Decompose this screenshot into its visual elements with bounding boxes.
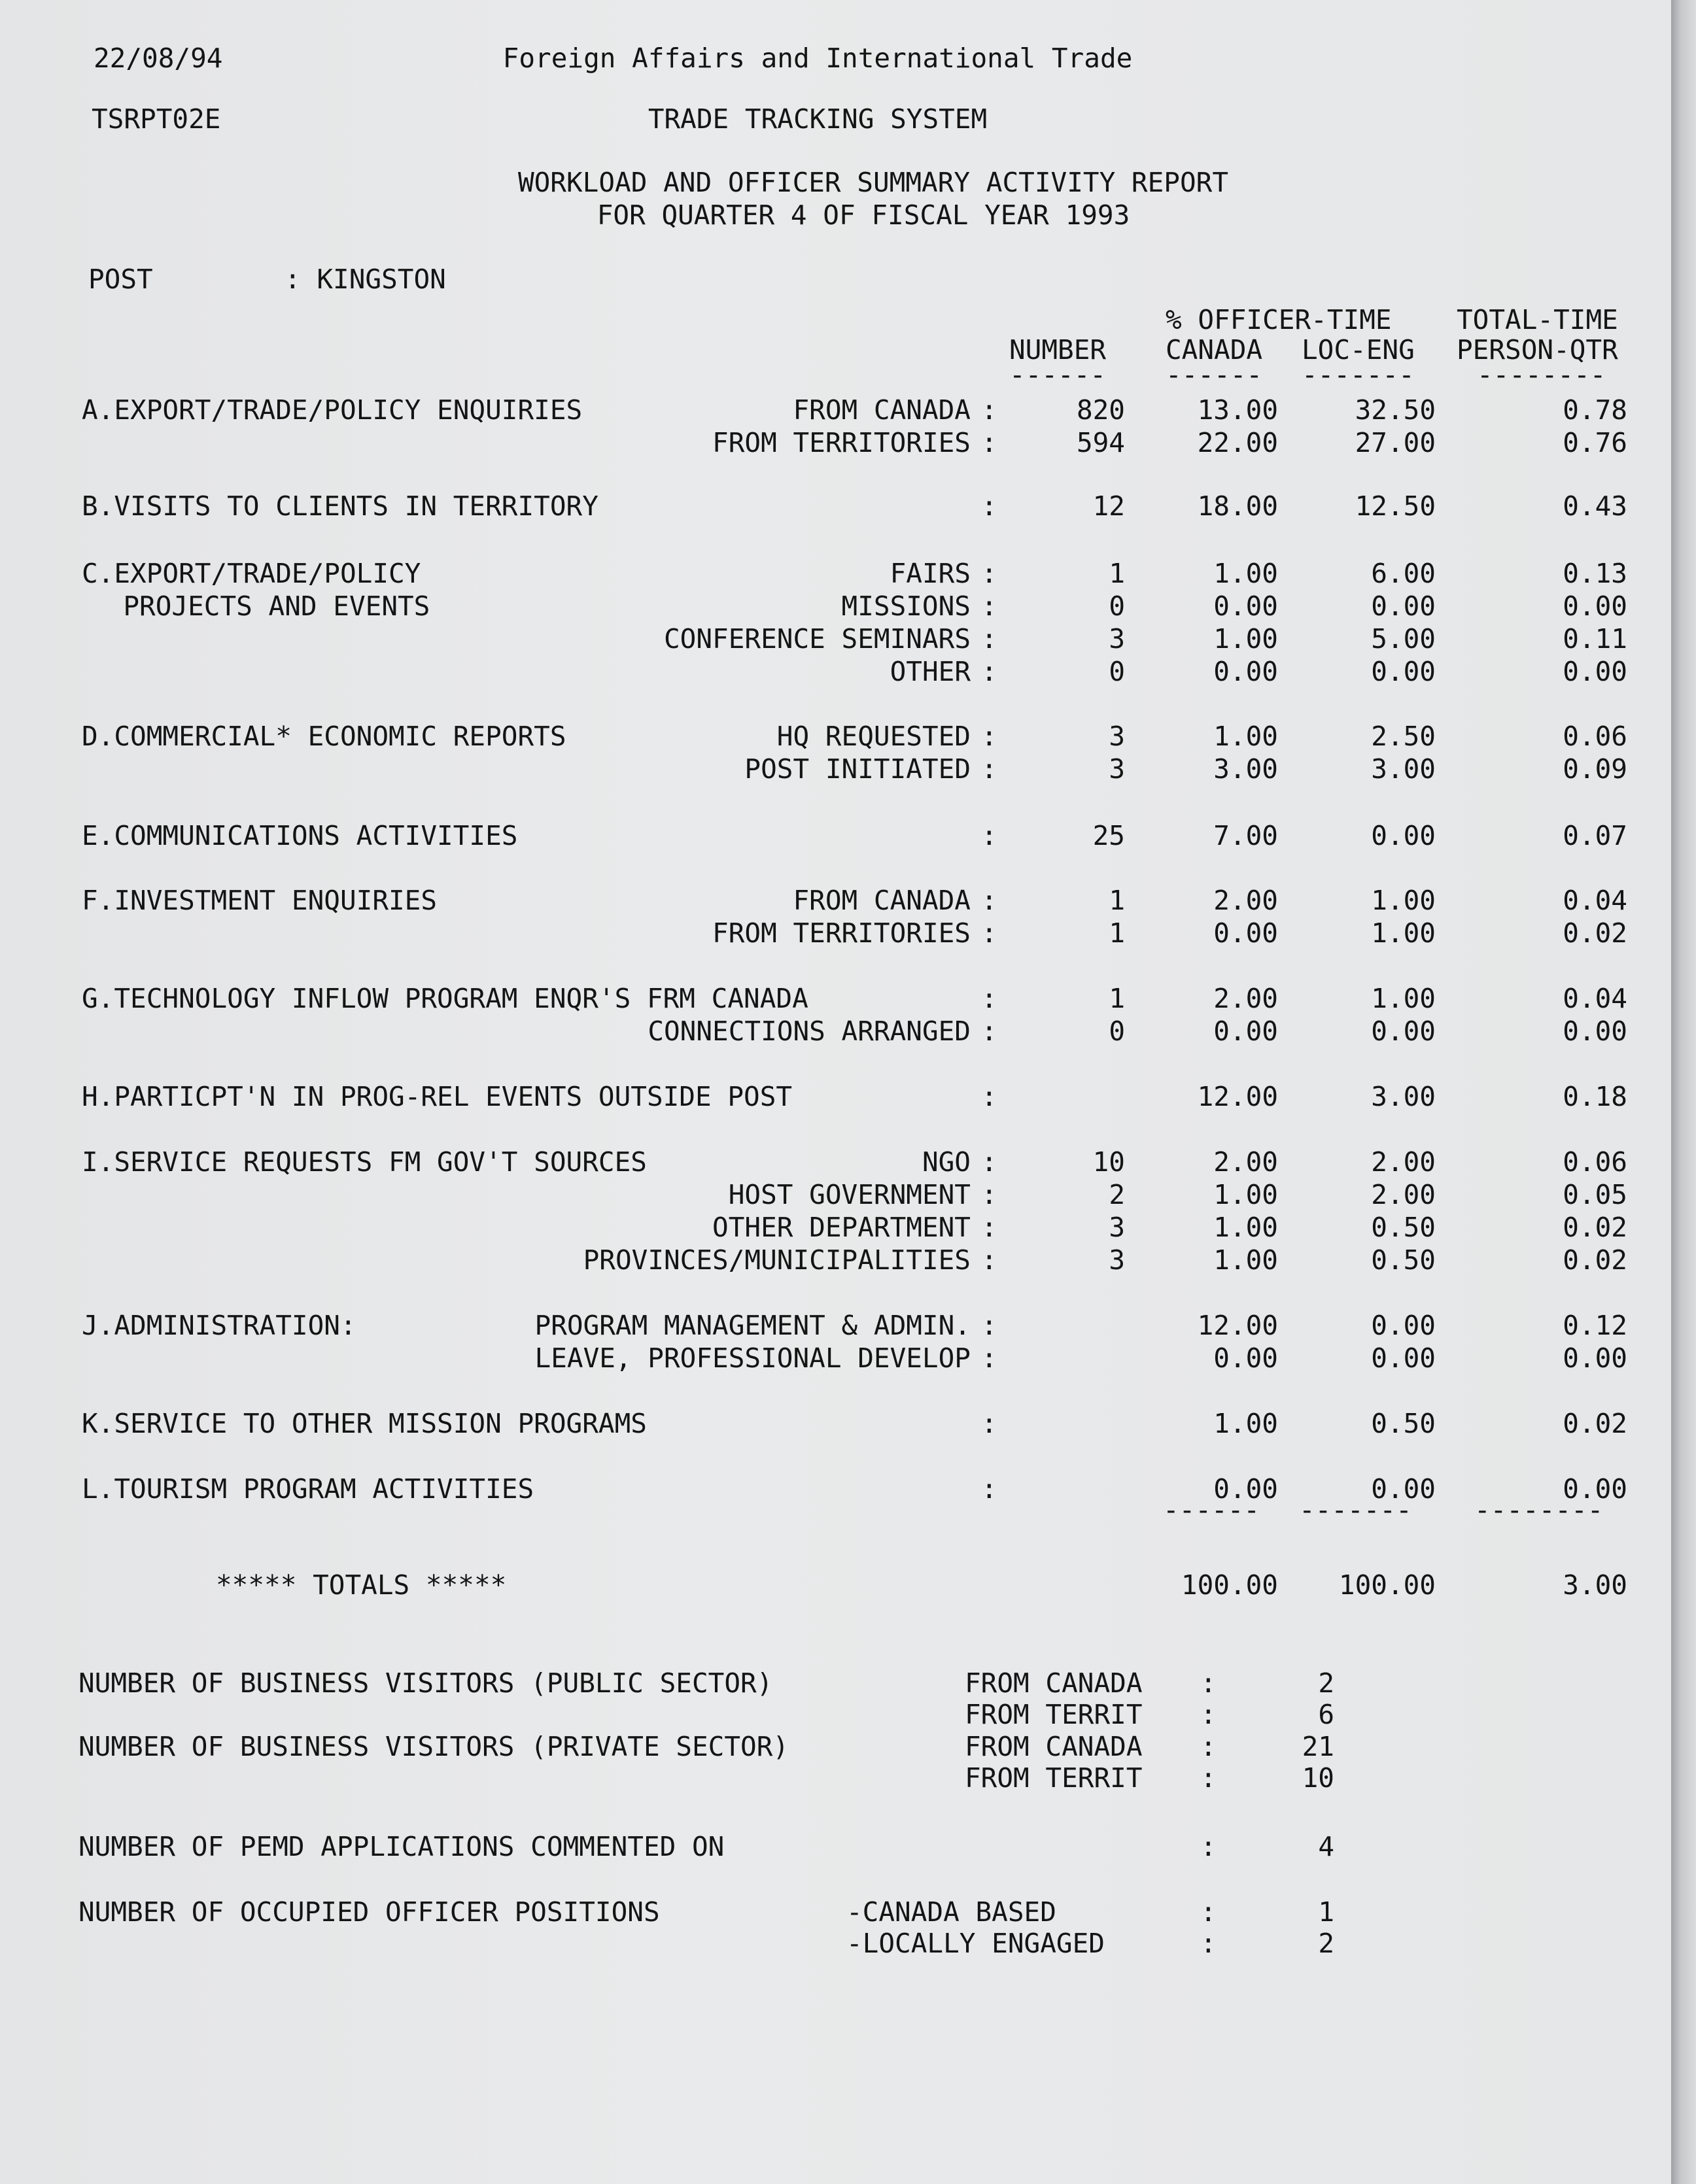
row-canada-pct: 1.00 (1213, 1179, 1278, 1210)
row-person-qtr: 0.00 (1563, 1342, 1627, 1374)
row-loc-eng-pct: 27.00 (1355, 427, 1436, 458)
row-sub-label: FAIRS (890, 558, 971, 589)
row-loc-eng-pct: 0.00 (1371, 1310, 1436, 1341)
row-colon: : (981, 820, 997, 851)
row-canada-pct: 7.00 (1213, 820, 1278, 851)
row-number: 1 (1109, 917, 1125, 949)
row-sub-label: CONNECTIONS ARRANGED (648, 1015, 971, 1047)
row-number: 594 (1076, 427, 1125, 458)
row-person-qtr: 0.18 (1563, 1081, 1627, 1112)
summary-label: NUMBER OF BUSINESS VISITORS (PUBLIC SECTOR) (78, 1667, 773, 1699)
summary-sub-label: FROM TERRIT (965, 1699, 1143, 1730)
row-person-qtr: 0.13 (1563, 558, 1627, 589)
row-sub-label: OTHER (890, 656, 971, 687)
row-number: 3 (1109, 1212, 1125, 1243)
row-section-label: B.VISITS TO CLIENTS IN TERRITORY (82, 490, 598, 522)
row-colon: : (981, 1146, 997, 1178)
row-person-qtr: 0.06 (1563, 1146, 1627, 1178)
row-section-label: L.TOURISM PROGRAM ACTIVITIES (82, 1473, 534, 1505)
canada-column-header: CANADA (1166, 334, 1263, 366)
totals-canada: 100.00 (1181, 1569, 1278, 1601)
row-colon: : (981, 983, 997, 1014)
row-colon: : (981, 1179, 997, 1210)
row-sub-label: LEAVE, PROFESSIONAL DEVELOP (534, 1342, 971, 1374)
row-canada-pct: 12.00 (1197, 1310, 1278, 1341)
report-subtitle: FOR QUARTER 4 OF FISCAL YEAR 1993 (597, 199, 1130, 231)
row-person-qtr: 0.02 (1563, 1408, 1627, 1439)
totals-person-qtr: 3.00 (1563, 1569, 1627, 1601)
department-name: Foreign Affairs and International Trade (502, 43, 1133, 74)
row-number: 1 (1109, 983, 1125, 1014)
summary-value: 21 (1302, 1731, 1334, 1762)
row-number: 3 (1109, 753, 1125, 785)
row-number: 0 (1109, 590, 1125, 622)
row-canada-pct: 2.00 (1213, 1146, 1278, 1178)
row-sub-label: FROM TERRITORIES (712, 917, 971, 949)
total-time-header: TOTAL-TIME (1457, 304, 1618, 335)
row-section-label: G.TECHNOLOGY INFLOW PROGRAM ENQR'S FRM CANADA (82, 983, 808, 1014)
row-colon: : (981, 623, 997, 655)
row-loc-eng-pct: 1.00 (1371, 983, 1436, 1014)
row-canada-pct: 0.00 (1213, 917, 1278, 949)
summary-sub-label: -LOCALLY ENGAGED (846, 1928, 1105, 1959)
row-number: 3 (1109, 623, 1125, 655)
row-number: 1 (1109, 885, 1125, 916)
row-number: 820 (1076, 394, 1125, 426)
row-number: 0 (1109, 656, 1125, 687)
row-canada-pct: 3.00 (1213, 753, 1278, 785)
row-sub-label: OTHER DEPARTMENT (712, 1212, 971, 1243)
row-loc-eng-pct: 0.50 (1371, 1212, 1436, 1243)
summary-value: 4 (1318, 1831, 1334, 1862)
row-canada-pct: 1.00 (1213, 623, 1278, 655)
row-colon: : (981, 1212, 997, 1243)
row-loc-eng-pct: 3.00 (1371, 1081, 1436, 1112)
row-person-qtr: 0.04 (1563, 885, 1627, 916)
summary-colon: : (1200, 1928, 1217, 1959)
row-number: 3 (1109, 721, 1125, 752)
summary-value: 2 (1318, 1667, 1334, 1699)
row-person-qtr: 0.11 (1563, 623, 1627, 655)
summary-value: 1 (1318, 1896, 1334, 1928)
row-loc-eng-pct: 0.50 (1371, 1244, 1436, 1276)
row-loc-eng-pct: 1.00 (1371, 917, 1436, 949)
row-sub-label: PROGRAM MANAGEMENT & ADMIN. (534, 1310, 971, 1341)
post-label: POST (88, 264, 153, 295)
totals-canada-rule: ------ (1163, 1494, 1260, 1526)
summary-colon: : (1200, 1762, 1217, 1794)
summary-colon: : (1200, 1699, 1217, 1730)
summary-sub-label: FROM CANADA (965, 1731, 1143, 1762)
row-colon: : (981, 1310, 997, 1341)
report-code: TSRPT02E (92, 103, 221, 135)
row-sub-label: FROM TERRITORIES (712, 427, 971, 458)
row-sub-label: FROM CANADA (793, 394, 971, 426)
row-section-label: D.COMMERCIAL* ECONOMIC REPORTS (82, 721, 566, 752)
row-person-qtr: 0.09 (1563, 753, 1627, 785)
row-loc-eng-pct: 3.00 (1371, 753, 1436, 785)
row-number: 10 (1092, 1146, 1125, 1178)
summary-colon: : (1200, 1896, 1217, 1928)
row-colon: : (981, 1244, 997, 1276)
person-qtr-header-rule: -------- (1477, 359, 1606, 390)
report-date: 22/08/94 (94, 43, 223, 74)
row-canada-pct: 1.00 (1213, 1212, 1278, 1243)
row-canada-pct: 1.00 (1213, 558, 1278, 589)
row-section-label: K.SERVICE TO OTHER MISSION PROGRAMS (82, 1408, 647, 1439)
row-section-label: J.ADMINISTRATION: (82, 1310, 356, 1341)
row-canada-pct: 0.00 (1213, 656, 1278, 687)
row-person-qtr: 0.00 (1563, 1473, 1627, 1505)
summary-colon: : (1200, 1667, 1217, 1699)
row-number: 2 (1109, 1179, 1125, 1210)
row-canada-pct: 0.00 (1213, 590, 1278, 622)
row-loc-eng-pct: 12.50 (1355, 490, 1436, 522)
row-colon: : (981, 721, 997, 752)
row-sub-label: MISSIONS (841, 590, 971, 622)
row-person-qtr: 0.00 (1563, 1015, 1627, 1047)
summary-sub-label: FROM TERRIT (965, 1762, 1143, 1794)
row-number: 0 (1109, 1015, 1125, 1047)
row-loc-eng-pct: 0.00 (1371, 820, 1436, 851)
row-canada-pct: 1.00 (1213, 1408, 1278, 1439)
row-person-qtr: 0.76 (1563, 427, 1627, 458)
number-header-rule: ------ (1009, 359, 1107, 390)
officer-time-header: % OFFICER-TIME (1166, 304, 1392, 335)
row-person-qtr: 0.02 (1563, 1244, 1627, 1276)
row-colon: : (981, 1342, 997, 1374)
row-colon: : (981, 558, 997, 589)
row-loc-eng-pct: 2.00 (1371, 1146, 1436, 1178)
summary-colon: : (1200, 1731, 1217, 1762)
row-colon: : (981, 394, 997, 426)
post-value: : KINGSTON (285, 264, 446, 295)
canada-header-rule: ------ (1166, 359, 1263, 390)
row-canada-pct: 2.00 (1213, 885, 1278, 916)
totals-loc-eng-rule: ------- (1299, 1494, 1412, 1526)
row-sub-label: NGO (922, 1146, 971, 1178)
row-sub-label: POST INITIATED (744, 753, 971, 785)
totals-label: ***** TOTALS ***** (216, 1569, 507, 1601)
row-person-qtr: 0.78 (1563, 394, 1627, 426)
row-person-qtr: 0.05 (1563, 1179, 1627, 1210)
row-colon: : (981, 427, 997, 458)
row-canada-pct: 12.00 (1197, 1081, 1278, 1112)
row-section-label: C.EXPORT/TRADE/POLICY (82, 558, 421, 589)
row-colon: : (981, 1081, 997, 1112)
row-colon: : (981, 1015, 997, 1047)
row-canada-pct: 18.00 (1197, 490, 1278, 522)
row-canada-pct: 0.00 (1213, 1015, 1278, 1047)
row-person-qtr: 0.00 (1563, 590, 1627, 622)
row-person-qtr: 0.04 (1563, 983, 1627, 1014)
row-canada-pct: 22.00 (1197, 427, 1278, 458)
summary-label: NUMBER OF OCCUPIED OFFICER POSITIONS (78, 1896, 660, 1928)
row-colon: : (981, 753, 997, 785)
row-canada-pct: 0.00 (1213, 1473, 1278, 1505)
row-canada-pct: 13.00 (1197, 394, 1278, 426)
row-person-qtr: 0.00 (1563, 656, 1627, 687)
row-colon: : (981, 917, 997, 949)
row-loc-eng-pct: 6.00 (1371, 558, 1436, 589)
summary-value: 10 (1302, 1762, 1334, 1794)
summary-label: NUMBER OF PEMD APPLICATIONS COMMENTED ON (78, 1831, 725, 1862)
summary-value: 2 (1318, 1928, 1334, 1959)
number-column-header: NUMBER (1009, 334, 1107, 366)
row-section-label: PROJECTS AND EVENTS (91, 590, 430, 622)
row-section-label: E.COMMUNICATIONS ACTIVITIES (82, 820, 518, 851)
loc-eng-column-header: LOC-ENG (1302, 334, 1415, 366)
row-loc-eng-pct: 1.00 (1371, 885, 1436, 916)
row-canada-pct: 0.00 (1213, 1342, 1278, 1374)
row-colon: : (981, 490, 997, 522)
summary-value: 6 (1318, 1699, 1334, 1730)
row-sub-label: PROVINCES/MUNICIPALITIES (583, 1244, 971, 1276)
row-sub-label: FROM CANADA (793, 885, 971, 916)
row-person-qtr: 0.07 (1563, 820, 1627, 851)
row-canada-pct: 1.00 (1213, 721, 1278, 752)
row-loc-eng-pct: 0.50 (1371, 1408, 1436, 1439)
row-section-label: F.INVESTMENT ENQUIRIES (82, 885, 438, 916)
row-loc-eng-pct: 0.00 (1371, 1342, 1436, 1374)
summary-sub-label: -CANADA BASED (846, 1896, 1056, 1928)
row-section-label: H.PARTICPT'N IN PROG-REL EVENTS OUTSIDE POST (82, 1081, 793, 1112)
row-number: 1 (1109, 558, 1125, 589)
row-person-qtr: 0.12 (1563, 1310, 1627, 1341)
page-edge-shadow (1671, 0, 1696, 2184)
row-person-qtr: 0.06 (1563, 721, 1627, 752)
row-loc-eng-pct: 5.00 (1371, 623, 1436, 655)
row-loc-eng-pct: 32.50 (1355, 394, 1436, 426)
row-sub-label: CONFERENCE SEMINARS (664, 623, 971, 655)
totals-person-qtr-rule: -------- (1474, 1494, 1604, 1526)
row-colon: : (981, 885, 997, 916)
row-colon: : (981, 1408, 997, 1439)
row-loc-eng-pct: 2.50 (1371, 721, 1436, 752)
row-number: 12 (1092, 490, 1125, 522)
row-canada-pct: 2.00 (1213, 983, 1278, 1014)
row-loc-eng-pct: 0.00 (1371, 1473, 1436, 1505)
row-loc-eng-pct: 0.00 (1371, 656, 1436, 687)
row-loc-eng-pct: 0.00 (1371, 590, 1436, 622)
row-person-qtr: 0.02 (1563, 917, 1627, 949)
row-sub-label: HOST GOVERNMENT (728, 1179, 971, 1210)
row-loc-eng-pct: 2.00 (1371, 1179, 1436, 1210)
person-qtr-column-header: PERSON-QTR (1457, 334, 1618, 366)
row-section-label: I.SERVICE REQUESTS FM GOV'T SOURCES (82, 1146, 647, 1178)
row-person-qtr: 0.43 (1563, 490, 1627, 522)
row-colon: : (981, 1473, 997, 1505)
summary-label: NUMBER OF BUSINESS VISITORS (PRIVATE SECTOR) (78, 1731, 789, 1762)
summary-colon: : (1200, 1831, 1217, 1862)
row-loc-eng-pct: 0.00 (1371, 1015, 1436, 1047)
loc-eng-header-rule: ------- (1302, 359, 1415, 390)
report-title: WORKLOAD AND OFFICER SUMMARY ACTIVITY REPORT (517, 167, 1229, 198)
row-number: 25 (1092, 820, 1125, 851)
row-number: 3 (1109, 1244, 1125, 1276)
row-colon: : (981, 656, 997, 687)
summary-sub-label: FROM CANADA (965, 1667, 1143, 1699)
system-name: TRADE TRACKING SYSTEM (648, 103, 988, 135)
row-person-qtr: 0.02 (1563, 1212, 1627, 1243)
row-section-label: A.EXPORT/TRADE/POLICY ENQUIRIES (82, 394, 583, 426)
totals-loc-eng: 100.00 (1338, 1569, 1436, 1601)
row-colon: : (981, 590, 997, 622)
row-canada-pct: 1.00 (1213, 1244, 1278, 1276)
row-sub-label: HQ REQUESTED (776, 721, 971, 752)
